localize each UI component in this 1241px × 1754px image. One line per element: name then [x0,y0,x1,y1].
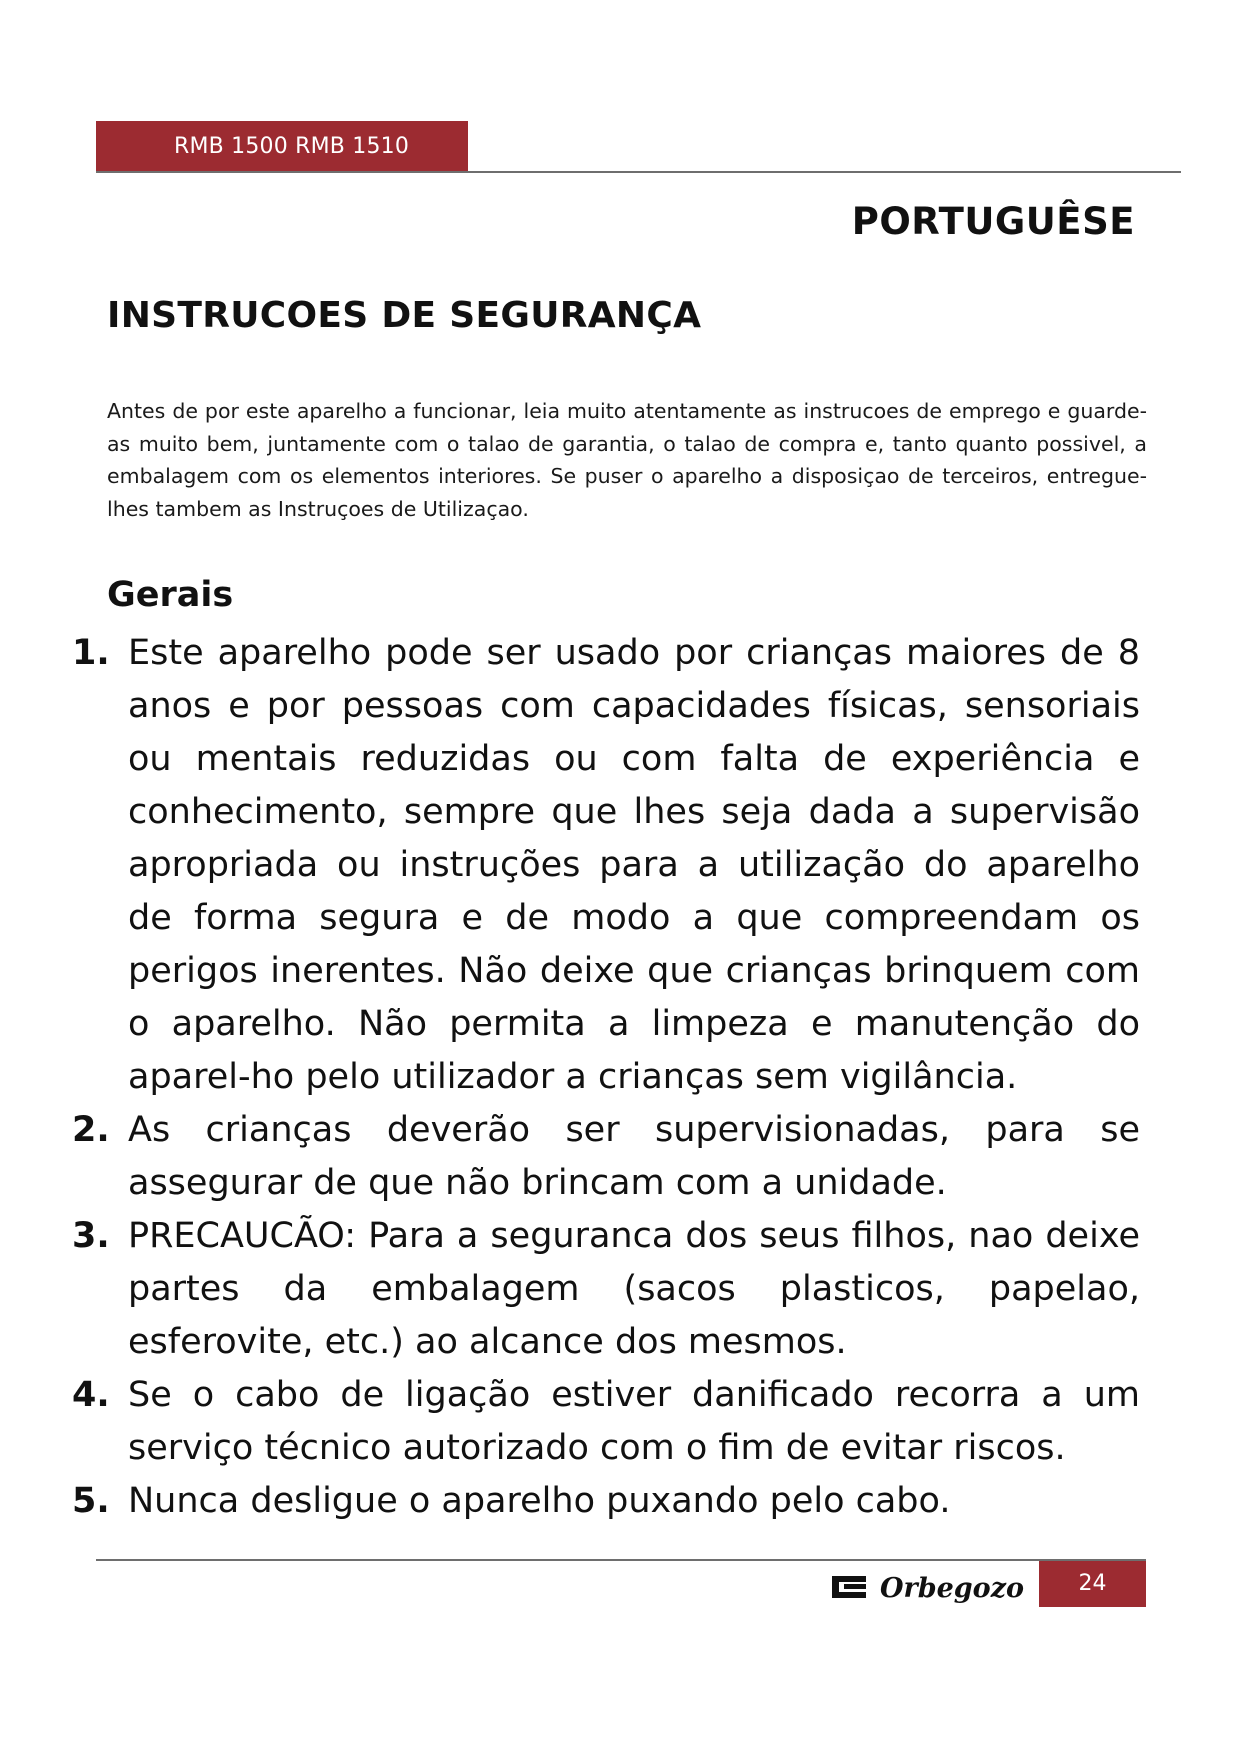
general-heading: Gerais [107,575,234,615]
header-divider [96,171,1181,173]
list-item-text: Este aparelho pode ser usado por crianças maiores de 8 anos e por pessoas com capacidades físicas, sensoriais ou mentais reduzidas ou com falta de experiência e conhecimento, sempre que lhes seja dada a supervisão apropriada ou instruções para a utilização do aparelho de forma segura e de modo a que compreendam os perigos inerentes. Não deixe que crianças brinquem com o aparelho. Não permita a limpeza e manutenção do aparel-ho pelo utilizador a crianças sem vigilância. [128,633,1140,1097]
list-item [72,1104,1140,1210]
orbegozo-mark-icon [832,1576,866,1598]
page-number: 24 [1078,1571,1107,1596]
safety-intro-paragraph: Antes de por este aparelho a funcionar, leia muito atentamente as instrucoes de emprego e guarde-as muito bem, juntamente com o talao de garantia, o talao de compra e, tanto quanto possivel, a embalagem com os elementos interiores. Se puser o aparelho a disposiçao de terceiros, entregue-lhes tambem as Instruçoes de Utilizaçao. [107,399,1147,521]
list-item [72,1369,1140,1475]
list-item-number: 4. [72,1375,110,1415]
list-item-text: Se o cabo de ligação estiver danificado recorra a um serviço técnico autorizado com o fim de evitar riscos. [128,1375,1140,1468]
list-item [72,1210,1140,1369]
list-item [72,627,1140,1104]
model-label: RMB 1500 RMB 1510 [174,134,410,159]
list-item-text: PRECAUCÃO: Para a seguranca dos seus filhos, nao deixe partes da embalagem (sacos plasticos, papelao, esferovite, etc.) ao alcance dos mesmos. [128,1216,1140,1362]
orbegozo-logo [832,1568,1034,1604]
language-title: PORTUGUÊSE [851,200,1135,243]
safety-instructions-heading: INSTRUCOES DE SEGURANÇA [107,295,702,336]
list-item-text: As crianças deverão ser supervisionadas, para se assegurar de que não brincam com a unidade. [128,1110,1140,1203]
model-header-tab [96,121,468,172]
list-item [72,1475,1140,1528]
list-item-number: 1. [72,633,110,673]
list-item-text: Nunca desligue o aparelho puxando pelo cabo. [128,1481,951,1521]
list-item-number: 2. [72,1110,110,1150]
general-instructions-list [72,627,1140,1528]
list-item-number: 3. [72,1216,110,1256]
list-item-number: 5. [72,1481,110,1521]
brand-wordmark: Orbegozo [880,1573,1025,1604]
page-number-box [1039,1561,1146,1607]
footer-divider [96,1559,1146,1561]
